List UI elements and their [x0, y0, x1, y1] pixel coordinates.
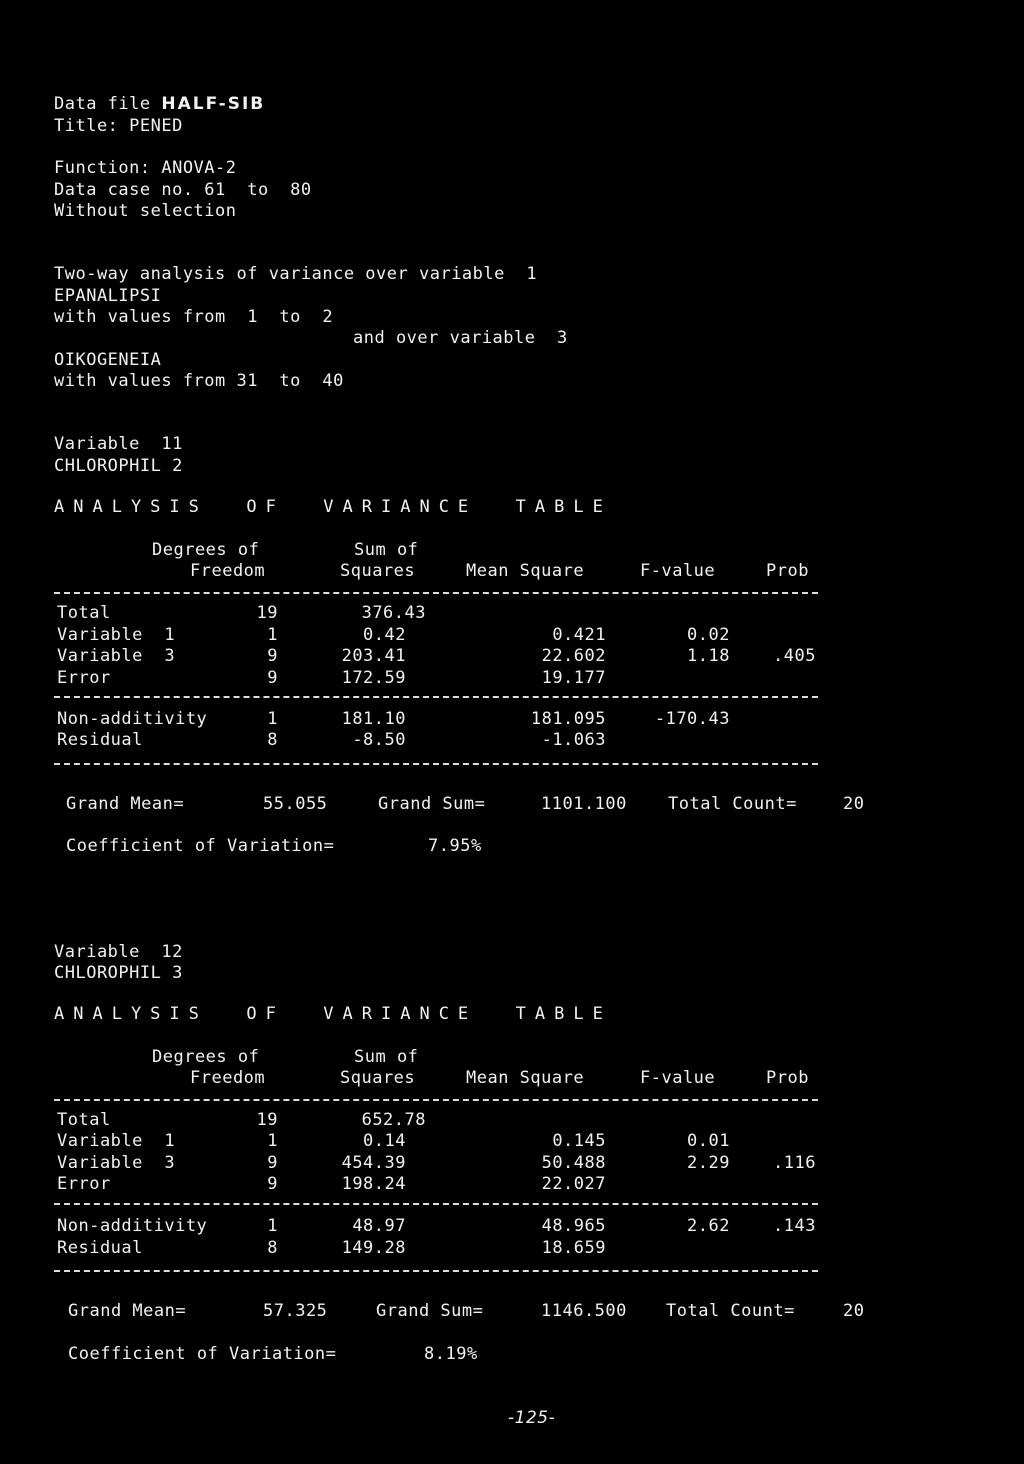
row-ss: 203.41: [341, 646, 406, 666]
row-source: Error: [57, 668, 111, 688]
row-ms: 50.488: [541, 1153, 606, 1173]
variable-line: Variable 12: [54, 942, 183, 962]
desc-line-5: OIKOGENEIA: [54, 350, 162, 370]
row-f: 2.29: [687, 1153, 730, 1173]
divider: [54, 1099, 818, 1101]
grand-sum-label: Grand Sum=: [378, 794, 486, 814]
col-df-bottom: Freedom: [190, 561, 266, 581]
table-title: ANALYSIS OF VARIANCE TABLE: [54, 1004, 612, 1024]
row-ms: 181.095: [530, 709, 606, 729]
variable-line: Variable 11: [54, 434, 183, 454]
row-ms: 18.659: [541, 1238, 606, 1258]
desc-line-1: Two-way analysis of variance over variable 1: [54, 264, 538, 284]
row-source: Variable 1: [57, 1131, 176, 1151]
variable-name: CHLOROPHIL 2: [54, 456, 183, 476]
data-file-name: HALF-SIB: [161, 94, 266, 114]
row-ms: 0.421: [552, 625, 606, 645]
cv-label: Coefficient of Variation=: [68, 1344, 337, 1364]
row-ms: 22.602: [541, 646, 606, 666]
row-ss: 0.42: [363, 625, 406, 645]
table-title: ANALYSIS OF VARIANCE TABLE: [54, 497, 612, 517]
row-source: Residual: [57, 730, 143, 750]
row-df: 9: [267, 646, 278, 666]
desc-line-3: with values from 1 to 2: [54, 307, 334, 327]
row-source: Variable 1: [57, 625, 176, 645]
desc-line-4: and over variable 3: [353, 328, 568, 348]
total-count-value: 20: [843, 794, 865, 814]
grand-sum-value: 1101.100: [541, 794, 627, 814]
row-p: .143: [773, 1216, 816, 1236]
row-ss: -8.50: [352, 730, 406, 750]
row-source: Total: [57, 1110, 111, 1130]
grand-mean-value: 55.055: [263, 794, 328, 814]
row-ss: 181.10: [341, 709, 406, 729]
grand-mean-label: Grand Mean=: [68, 1301, 187, 1321]
row-f: 0.01: [687, 1131, 730, 1151]
row-ss: 454.39: [341, 1153, 406, 1173]
row-df: 19: [256, 603, 278, 623]
row-df: 1: [267, 1131, 278, 1151]
col-ss-top: Sum of: [354, 1047, 419, 1067]
grand-sum-value: 1146.500: [541, 1301, 627, 1321]
row-df: 8: [267, 1238, 278, 1258]
row-source: Error: [57, 1174, 111, 1194]
divider: [54, 763, 818, 765]
row-df: 9: [267, 1153, 278, 1173]
desc-line-6: with values from 31 to 40: [54, 371, 344, 391]
total-count-label: Total Count=: [668, 794, 797, 814]
total-count-label: Total Count=: [666, 1301, 795, 1321]
col-ms: Mean Square: [466, 1068, 585, 1088]
cv-label: Coefficient of Variation=: [66, 836, 335, 856]
row-ss: 652.78: [361, 1110, 426, 1130]
row-f: 1.18: [687, 646, 730, 666]
col-f: F-value: [640, 561, 716, 581]
row-source: Total: [57, 603, 111, 623]
col-p: Prob: [766, 561, 809, 581]
col-f: F-value: [640, 1068, 716, 1088]
row-ss: 149.28: [341, 1238, 406, 1258]
cv-value: 7.95%: [428, 836, 482, 856]
row-df: 9: [267, 668, 278, 688]
col-ss-bottom: Squares: [340, 1068, 416, 1088]
row-ms: 48.965: [541, 1216, 606, 1236]
data-file-label: Data file: [54, 94, 151, 114]
row-df: 8: [267, 730, 278, 750]
row-p: .116: [773, 1153, 816, 1173]
row-df: 19: [256, 1110, 278, 1130]
row-ss: 48.97: [352, 1216, 406, 1236]
data-file-line: [54, 94, 265, 115]
row-df: 1: [267, 1216, 278, 1236]
row-df: 1: [267, 709, 278, 729]
divider: [54, 696, 818, 698]
row-source: Non-additivity: [57, 709, 208, 729]
grand-sum-label: Grand Sum=: [376, 1301, 484, 1321]
divider: [54, 1203, 818, 1205]
row-ms: 19.177: [541, 668, 606, 688]
row-ss: 198.24: [341, 1174, 406, 1194]
col-df-top: Degrees of: [152, 540, 260, 560]
selection-line: Without selection: [54, 201, 237, 221]
row-ss: 376.43: [361, 603, 426, 623]
case-line: Data case no. 61 to 80: [54, 180, 312, 200]
row-df: 9: [267, 1174, 278, 1194]
row-f: -170.43: [654, 709, 730, 729]
grand-mean-value: 57.325: [263, 1301, 328, 1321]
row-source: Variable 3: [57, 646, 176, 666]
row-p: .405: [773, 646, 816, 666]
divider: [54, 592, 818, 594]
row-ms: 22.027: [541, 1174, 606, 1194]
col-df-top: Degrees of: [152, 1047, 260, 1067]
row-ms: -1.063: [541, 730, 606, 750]
row-source: Residual: [57, 1238, 143, 1258]
row-source: Variable 3: [57, 1153, 176, 1173]
row-ms: 0.145: [552, 1131, 606, 1151]
row-ss: 172.59: [341, 668, 406, 688]
col-p: Prob: [766, 1068, 809, 1088]
row-source: Non-additivity: [57, 1216, 208, 1236]
row-f: 0.02: [687, 625, 730, 645]
divider: [54, 1270, 818, 1272]
row-f: 2.62: [687, 1216, 730, 1236]
total-count-value: 20: [843, 1301, 865, 1321]
col-ms: Mean Square: [466, 561, 585, 581]
desc-line-2: EPANALIPSI: [54, 286, 162, 306]
col-ss-bottom: Squares: [340, 561, 416, 581]
col-df-bottom: Freedom: [190, 1068, 266, 1088]
row-ss: 0.14: [363, 1131, 406, 1151]
col-ss-top: Sum of: [354, 540, 419, 560]
function-line: Function: ANOVA-2: [54, 158, 237, 178]
variable-name: CHLOROPHIL 3: [54, 963, 183, 983]
row-df: 1: [267, 625, 278, 645]
grand-mean-label: Grand Mean=: [66, 794, 185, 814]
page-number: -125-: [508, 1408, 556, 1428]
cv-value: 8.19%: [424, 1344, 478, 1364]
title-line: Title: PENED: [54, 116, 183, 136]
